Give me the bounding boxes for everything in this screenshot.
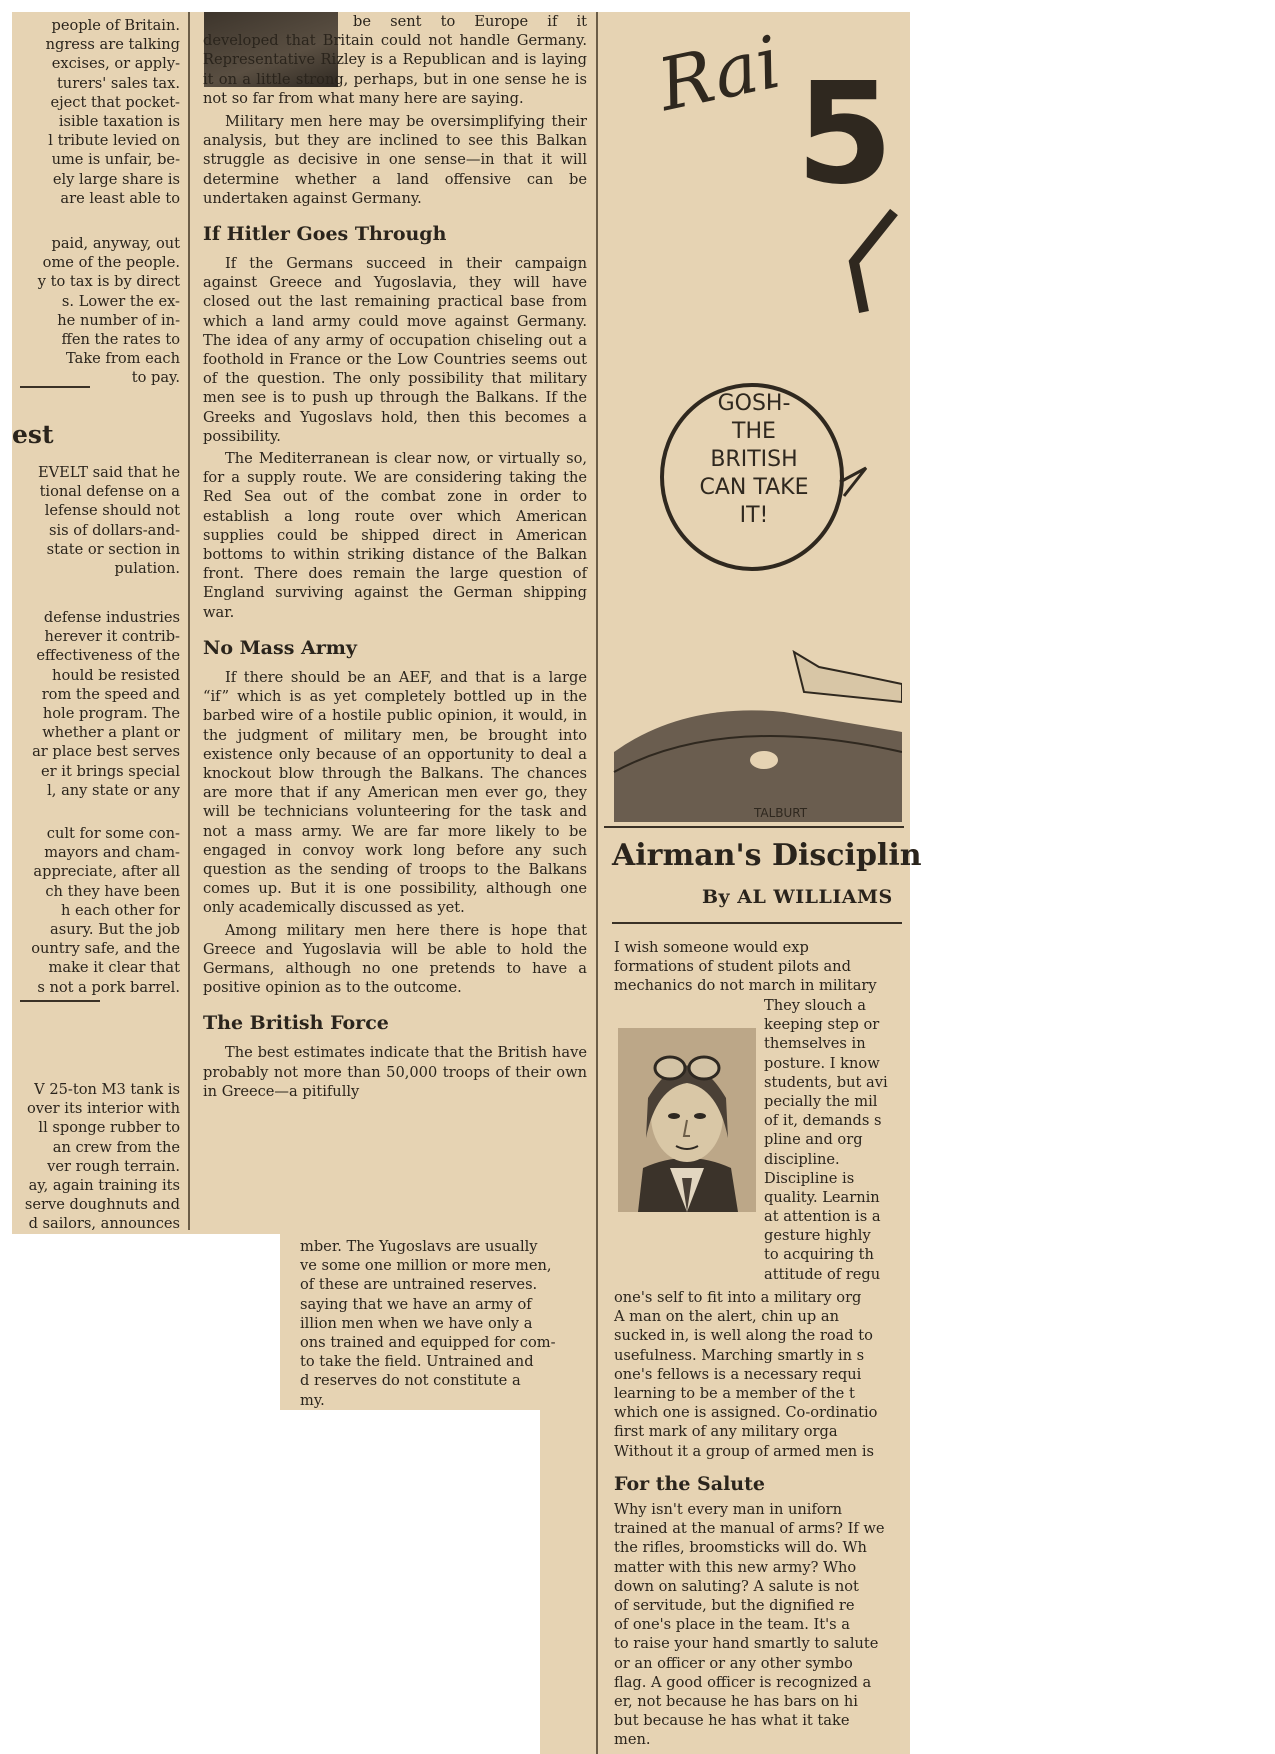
right-after-photo-line: A man on the alert, chin up an — [614, 1308, 839, 1326]
heading-the-british-force: The British Force — [203, 1012, 389, 1035]
right-salute-line: er, not because he has bars on hi — [614, 1692, 858, 1710]
right-beside-photo-line: students, but avi — [764, 1073, 888, 1091]
left-block-4-line: whether a plant or — [42, 724, 180, 742]
left-block-5-line: ountry safe, and the — [31, 940, 180, 958]
speech-line: THE — [732, 419, 776, 444]
cartoon-number-fragment: 5 — [796, 53, 894, 216]
right-lines-beside-photo — [764, 996, 888, 1284]
right-salute-line: flag. A good officer is recognized a — [614, 1673, 872, 1691]
cartoon-brush-stroke — [854, 212, 894, 312]
right-byline-rule — [612, 922, 902, 924]
left-block-5-line: appreciate, after all — [33, 863, 180, 881]
middle-paragraph-6-tail-line: mber. The Yugoslavs are usually — [300, 1238, 538, 1255]
middle-paragraph-3: The Mediterranean is clear now, or virtually so, for a supply route. We are considering taking the Red Sea out of the combat zone in order to establish a long route over which American supplies could be shipped direct in American bottoms to within striking distance of the Balkan front. There does remain the large question of England surviving against the German shipping war. — [203, 450, 587, 621]
speech-line: BRITISH — [710, 447, 798, 472]
right-beside-photo-line: pecially the mil — [764, 1092, 878, 1110]
left-block-5-line: ch they have been — [45, 882, 180, 900]
left-block-2-line: he number of in- — [57, 311, 180, 329]
right-column-text — [604, 930, 906, 1754]
middle-paragraph-6-tail — [300, 1237, 590, 1410]
column-rule-left — [188, 12, 190, 1230]
left-block-4-line: herever it contrib- — [44, 628, 180, 646]
right-salute-line: men. — [614, 1731, 651, 1749]
left-block-4-line: er it brings special — [41, 762, 180, 780]
left-block-3-line: EVELT said that he — [37, 464, 180, 481]
left-block-5-line: make it clear that — [48, 959, 180, 977]
article-title: Airman's Disciplin — [612, 838, 922, 873]
airman-portrait — [618, 1028, 756, 1212]
right-beside-photo-line: discipline. — [764, 1150, 840, 1168]
left-block-6-line: V 25-ton M3 tank is — [34, 1081, 180, 1098]
right-beside-photo-line: gesture highly — [764, 1227, 871, 1245]
speech-line: GOSH- — [717, 391, 791, 416]
left-block-3-line: sis of dollars-and- — [48, 521, 180, 539]
right-salute-line: of servitude, but the dignified re — [614, 1596, 855, 1614]
left-block-6-line: ay, again training its — [28, 1176, 180, 1194]
middle-paragraph-1: Military men here may be oversimplifying their analysis, but they are inclined to see this Balkan struggle as decisive in one sense—in that it will determine whether a land offensive can be undertaken against Germany. — [203, 113, 587, 207]
middle-paragraph-5: Among military men here there is hope that Greece and Yugoslavia will be able to hold the Germans, although no one pretends to have a positive opinion as to the outcome. — [203, 921, 587, 997]
right-after-photo-line: sucked in, is well along the road to — [614, 1327, 873, 1345]
right-salute-line: Why isn't every man in uniforn — [614, 1501, 843, 1518]
right-beside-photo-line: keeping step or — [764, 1016, 880, 1034]
left-block-3-line: lefense should not — [44, 502, 180, 520]
right-top-line: I wish someone would exp — [614, 939, 809, 956]
middle-paragraph-6-tail-line: of these are untrained reserves. — [300, 1276, 538, 1294]
middle-paragraph-6: The best estimates indicate that the British have probably not more than 50,000 troops of their own in Greece—a pitifully — [203, 1044, 587, 1100]
right-lines-after-photo — [614, 1288, 877, 1461]
left-block-4-line: effectiveness of the — [36, 647, 180, 665]
left-block-4-line: defense industries — [43, 609, 180, 626]
left-block-6-line: serve doughnuts and — [24, 1196, 180, 1214]
left-block-2-line: to pay. — [131, 369, 180, 387]
left-block-6-line: d sailors, announces — [28, 1215, 180, 1230]
middle-paragraph-4: If there should be an AEF, and that is a large “if” which is as yet completely bottled up in the barbed wire of a hostile public opinion, it would, in the judgment of military men, be brought into existence only because of an opportunity to deal a knockout blow through the Balkans. The chances are more that if any American men ever go, they will be technicians volunteering for the task and not a mass army. We are far more likely to be engaged in convoy work long before any such question as the sending of troops to the Balkans comes up. But it is one possibility, although one only academically discussed as yet. — [203, 668, 587, 917]
right-salute-line: trained at the manual of arms? If we — [614, 1520, 885, 1538]
left-block-2-line: Take from each — [66, 350, 180, 368]
left-block-4-line: ar place best serves — [32, 743, 180, 761]
left-divider-1 — [20, 386, 90, 388]
heading-if-hitler-goes-through: If Hitler Goes Through — [203, 223, 447, 246]
heading-for-the-salute: For the Salute — [614, 1473, 765, 1495]
right-after-photo-line: one's self to fit into a military org — [614, 1289, 862, 1306]
right-salute-line: the rifles, broomsticks will do. Wh — [614, 1539, 867, 1557]
right-top-rule — [604, 826, 904, 828]
left-block-4-line: l, any state or any — [47, 781, 180, 799]
left-block-5-line: h each other for — [60, 901, 180, 919]
left-block-1-line: turers' sales tax. — [56, 74, 180, 92]
cartoon-highlight — [750, 751, 778, 769]
middle-paragraph-2: If the Germans succeed in their campaign against Greece and Yugoslavia, they will have closed out the last remaining practical base from which a land army could move against Germany. The idea of any army of occupation chiseling out a foothold in France or the Low Countries seems out of the question. The only possibility that military men see is to push up through the Balkans. If the Greeks and Yugoslavs hold, then this becomes a possibility. — [203, 255, 587, 445]
left-column — [12, 8, 182, 1230]
left-block-1-line: l tribute levied on — [48, 132, 180, 150]
left-block-4-line: hole program. The — [42, 704, 180, 722]
left-block-6-line: over its interior with — [27, 1100, 180, 1118]
left-block-2-line: s. Lower the ex- — [61, 292, 180, 310]
left-block-1-line: isible taxation is — [58, 112, 180, 130]
cartoon-signature: TALBURT — [754, 806, 808, 820]
left-block-4 — [32, 608, 180, 800]
right-salute-line: or an officer or any other symbo — [614, 1654, 853, 1672]
right-beside-photo-line: pline and org — [764, 1131, 863, 1149]
cartoon — [604, 12, 902, 822]
left-block-1-line: excises, or apply- — [51, 55, 180, 73]
speech-text — [700, 391, 809, 528]
right-beside-photo-line: They slouch a — [764, 997, 866, 1014]
left-block-6-line: ver rough terrain. — [47, 1157, 180, 1175]
middle-paragraph-6-tail-line: my. — [300, 1391, 325, 1409]
left-block-1 — [46, 16, 180, 208]
middle-paragraph-6-tail-line: to take the field. Untrained and — [300, 1353, 534, 1371]
left-block-3-line: state or section in — [46, 540, 180, 558]
left-divider-2 — [20, 1000, 100, 1002]
left-block-3 — [38, 463, 180, 578]
heading-no-mass-army: No Mass Army — [203, 636, 357, 659]
column-rule-right — [596, 12, 598, 1754]
left-block-1-line: ume is unfair, be- — [51, 151, 180, 169]
left-block-2-line: paid, anyway, out — [51, 235, 180, 252]
left-block-5-line: asury. But the job — [50, 920, 180, 938]
middle-paragraph-6-tail-line: illion men when we have only a — [300, 1314, 533, 1332]
right-after-photo-line: which one is assigned. Co-ordinatio — [614, 1404, 878, 1422]
left-block-1-line: people of Britain. — [51, 17, 180, 34]
speech-balloon-tail — [840, 468, 866, 496]
speech-line: CAN TAKE — [699, 475, 809, 500]
right-beside-photo-line: to acquiring th — [764, 1246, 874, 1264]
right-lines-salute — [614, 1500, 885, 1749]
right-beside-photo-line: at attention is a — [764, 1208, 881, 1226]
left-block-6-line: an crew from the — [52, 1138, 180, 1156]
left-block-2-line: ffen the rates to — [61, 330, 180, 348]
right-after-photo-line: usefulness. Marching smartly in s — [614, 1346, 865, 1364]
right-after-photo-line: one's fellows is a necessary requi — [614, 1365, 862, 1383]
right-after-photo-line: learning to be a member of the t — [614, 1384, 855, 1402]
left-block-1-line: ely large share is — [52, 170, 180, 188]
cartoon-papers — [794, 652, 902, 702]
left-block-1-line: are least able to — [60, 189, 180, 207]
cartoon-drawing — [604, 12, 902, 822]
right-top-line: formations of student pilots and — [614, 958, 851, 976]
right-beside-photo-line: of it, demands s — [764, 1112, 882, 1130]
article-byline: By AL WILLIAMS — [702, 886, 893, 908]
left-block-3-line: pulation. — [114, 559, 180, 577]
middle-paragraph-6-tail-line: d reserves do not constitute a — [300, 1372, 521, 1390]
middle-column — [203, 12, 587, 1101]
left-block-4-line: hould be resisted — [52, 666, 180, 684]
left-block-4-line: rom the speed and — [41, 685, 180, 703]
left-block-5-line: s not a pork barrel. — [37, 978, 180, 996]
right-salute-line: to raise your hand smartly to salute — [614, 1635, 879, 1653]
right-salute-line: down on saluting? A salute is not — [614, 1577, 859, 1595]
left-block-3-line: tional defense on a — [39, 483, 180, 501]
right-lines-top — [614, 938, 877, 996]
right-salute-line: but because he has what it take — [614, 1712, 850, 1730]
left-block-5 — [31, 824, 180, 997]
middle-paragraph-6-tail-line: saying that we have an army of — [300, 1295, 532, 1313]
cartoon-title-fragment: Rai — [651, 19, 788, 128]
middle-paragraph-6-tail-line: ve some one million or more men, — [300, 1257, 552, 1275]
middle-intro: be sent to Europe if it developed that Britain could not handle Germany. Representative Rizley is a Republican and is laying it on a little strong, perhaps, but in one sense he is not so far from what many here are saying. — [203, 13, 587, 107]
right-after-photo-line: first mark of any military orga — [614, 1423, 838, 1441]
left-heading: est — [12, 420, 54, 449]
right-salute-line: of one's place in the team. It's a — [614, 1616, 850, 1634]
right-beside-photo-line: quality. Learnin — [764, 1188, 880, 1206]
right-top-line: mechanics do not march in military — [614, 977, 877, 995]
right-beside-photo-line: Discipline is — [764, 1169, 855, 1187]
left-block-6-line: ll sponge rubber to — [38, 1119, 180, 1137]
left-block-2-line: y to tax is by direct — [37, 273, 180, 291]
left-block-5-line: mayors and cham- — [44, 844, 180, 862]
right-beside-photo-line: themselves in — [764, 1035, 866, 1053]
right-salute-line: matter with this new army? Who — [614, 1558, 857, 1576]
left-block-1-line: ngress are talking — [45, 36, 180, 54]
right-beside-photo-line: posture. I know — [764, 1054, 880, 1072]
left-block-6 — [25, 1080, 180, 1230]
airman-portrait-drawing — [618, 1028, 756, 1212]
speech-line: IT! — [739, 503, 769, 528]
left-block-1-line: eject that pocket- — [50, 93, 180, 111]
right-beside-photo-line: attitude of regu — [764, 1265, 881, 1283]
left-block-2 — [38, 234, 180, 388]
right-after-photo-line: Without it a group of armed men is — [614, 1442, 874, 1460]
left-block-5-line: cult for some con- — [46, 825, 180, 842]
left-block-2-line: ome of the people. — [42, 254, 180, 272]
middle-paragraph-6-tail-line: ons trained and equipped for com- — [300, 1333, 556, 1351]
